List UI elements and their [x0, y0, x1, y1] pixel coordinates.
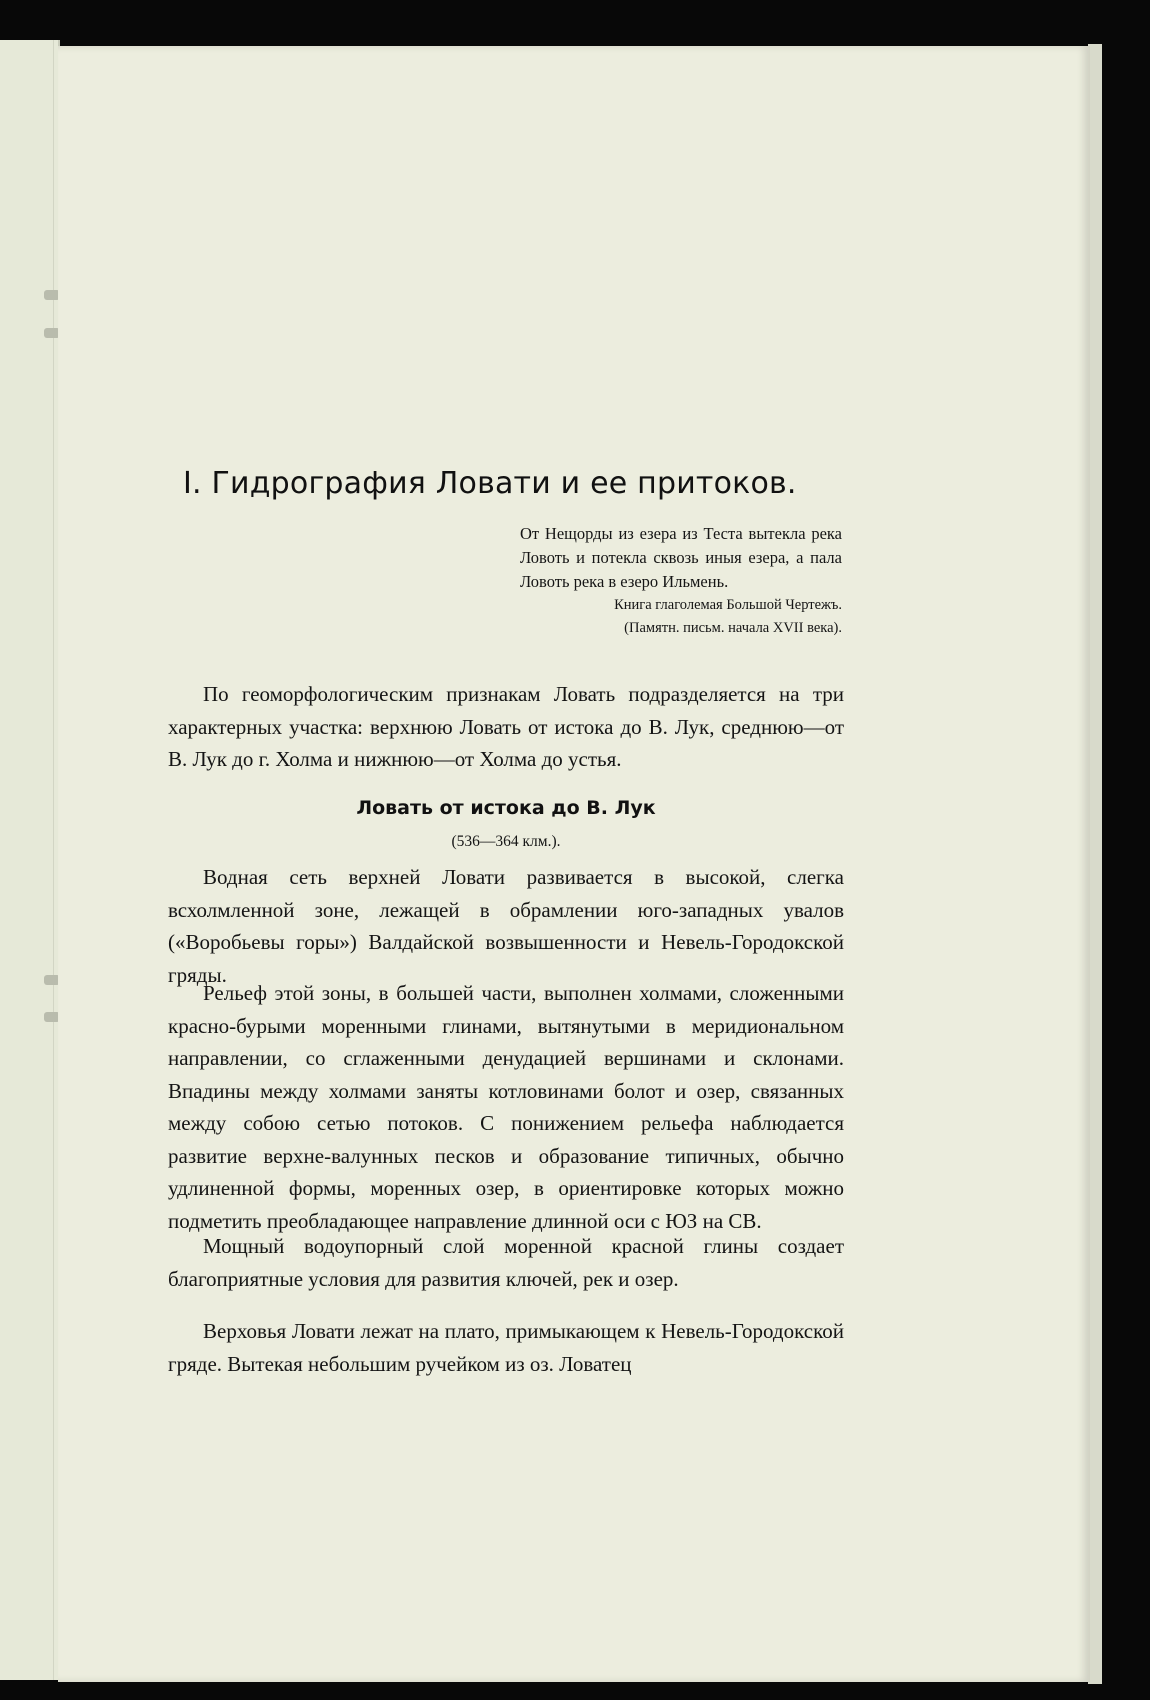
- section-title: Ловать от истока до В. Лук: [356, 797, 656, 819]
- epigraph-text: От Нещорды из езера из Теста вытекла река Ловоть и потекла сквозь иныя езера, а пала Ловоть река в езеро Ильмень.: [520, 524, 842, 591]
- page-stack-edge: [1088, 44, 1102, 1684]
- chapter-title: I. Гидрография Ловати и ее притоков.: [183, 466, 797, 501]
- left-page-fold: [53, 40, 54, 1680]
- paragraph: Мощный водоупорный слой моренной красной глины создает благоприятные условия для развития ключей, рек и озер.: [168, 1234, 844, 1291]
- epigraph-source: Книга глаголемая Большой Чертежъ.: [614, 597, 842, 613]
- section-subtitle: (536—364 клм.).: [451, 833, 561, 850]
- intro-paragraph: По геоморфологическим признакам Ловать подразделяется на три характерных участка: верхнюю Ловать от истока до В. Лук, среднюю—от В. Лук до г. Холма и нижнюю—от Холма до устья.: [168, 682, 844, 771]
- paragraph: Водная сеть верхней Ловати развивается в высокой, слегка всхолмленной зоне, лежащей в обрамлении юго-западных увалов («Воробьевы горы») Валдайской возвышенности и Невель-Городокской гряды.: [168, 865, 844, 987]
- paragraph: Верховья Ловати лежат на плато, примыкающем к Невель-Городокской гряде. Вытекая небольшим ручейком из оз. Ловатец: [168, 1319, 844, 1376]
- left-page-edge: [0, 40, 60, 1680]
- paragraph: Рельеф этой зоны, в большей части, выполнен холмами, сложенными красно-бурыми моренными глинами, вытянутыми в меридиональном направлении, со сглаженными денудацией вершинами и склонами. Впадины между холмами заняты котловинами болот и озер, связанных между собою сетью потоков. С понижением рельефа наблюдается развитие верхне-валунных песков и образование типичных, обычно удлиненной формы, моренных озер, в ориентировке которых можно подметить преобладающее направление длинной оси с ЮЗ на СВ.: [168, 981, 844, 1233]
- epigraph-source-date: (Памятн. письм. начала XVII века).: [624, 620, 842, 636]
- epigraph: [520, 522, 842, 640]
